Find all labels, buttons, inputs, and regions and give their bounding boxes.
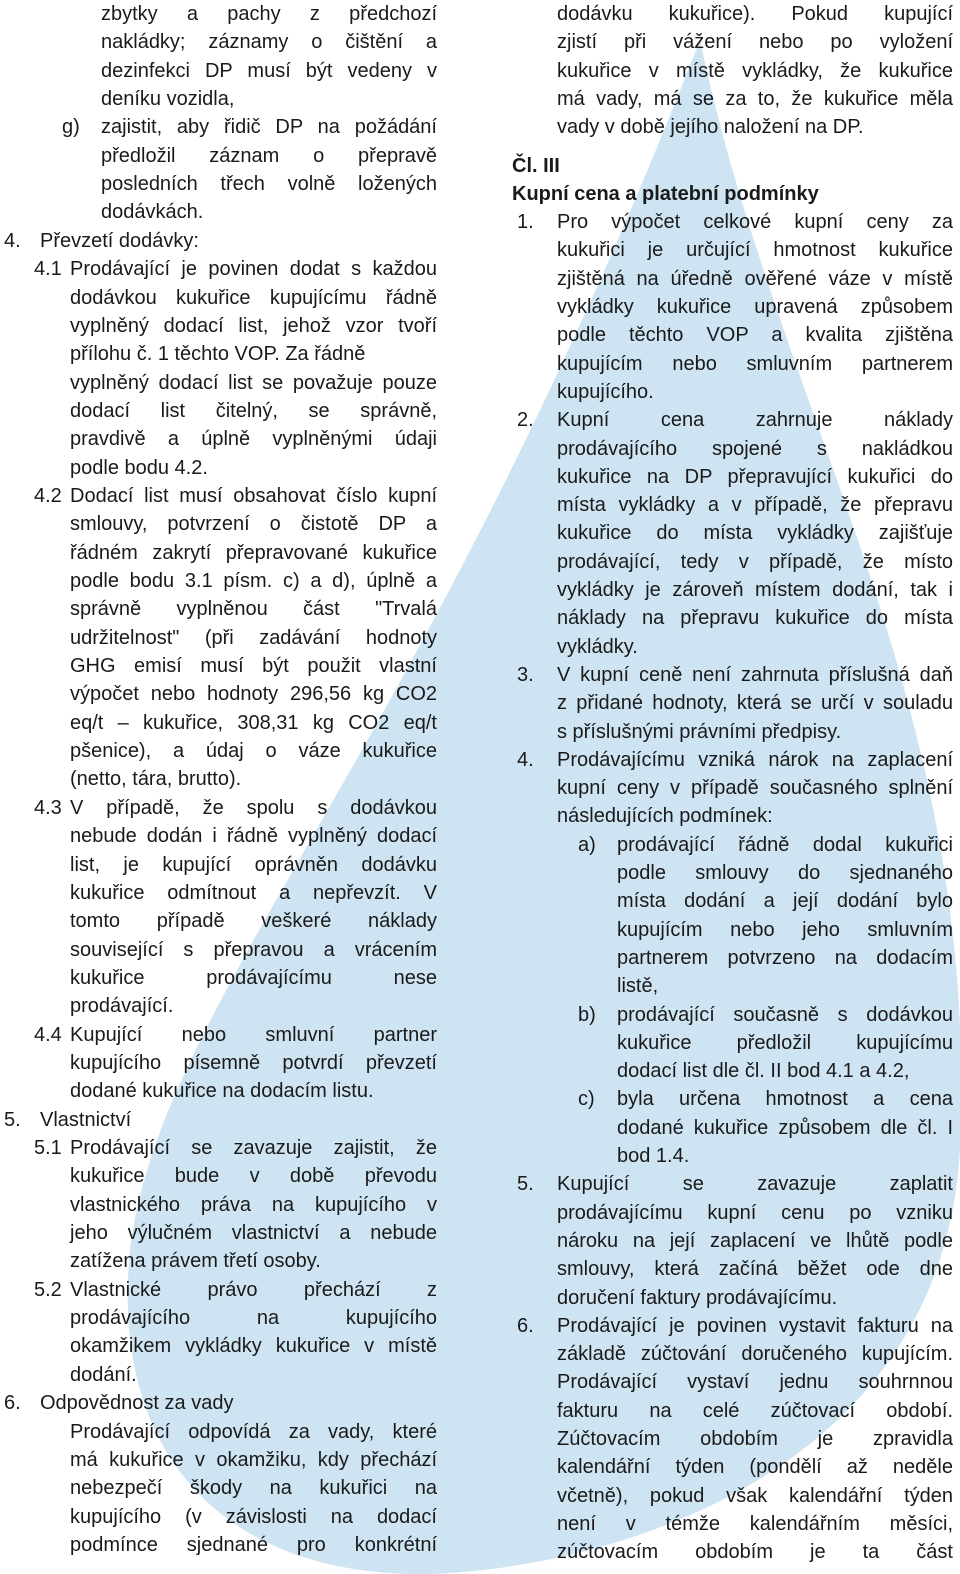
text-line: není v témže kalendářním měsíci, [557,1512,953,1535]
text-line: dodané kukuřice způsobem dle čl. I [617,1116,953,1139]
item-number: a) [578,833,596,856]
item-number: 3. [517,663,534,686]
text-line: dodané kukuřice na dodacím listu. [70,1080,374,1103]
text-line: Kupující nebo smluvní partner [70,1023,437,1046]
text-line: Dodací list musí obsahovat číslo kupní [70,484,437,507]
text-line: kupujícím nebo smluvním partnerem [557,352,953,375]
text-line: prodávající. [70,995,174,1018]
item-number: 1. [517,211,534,234]
text-line: list, je kupující oprávněn dodávku [70,853,437,876]
text-line: Prodávající je povinen vystavit fakturu na [557,1314,953,1337]
text-line: podle těchto VOP a kvalita zjištěna [557,324,953,347]
text-line: eq/t – kukuřice, 308,31 kg CO2 eq/t [70,711,437,734]
text-line: kukuřice do místa vykládky zajišťuje [557,522,953,545]
text-line: kalendářní týden (pondělí až neděle [557,1456,953,1479]
text-line: Prodávající vystaví jednu souhrnnou [557,1371,953,1394]
text-line: prodávajícímu kupní cenu po vzniku [557,1201,953,1224]
text-line: Pro výpočet celkové kupní ceny za [557,211,953,234]
text-line: dodací list dle čl. II bod 4.1 a 4.2, [617,1060,910,1083]
text-line: zúčtovacím obdobím je ta část [557,1541,953,1564]
text-line: podle smlouvy do sjednaného [617,862,953,884]
text-line: prodávajícího spojené s nakládkou [557,437,953,460]
item-number: 6. [517,1314,534,1337]
text-line: dodávku kukuřice). Pokud kupující [557,3,953,25]
text-line: prodávající řádně dodal kukuřici [617,833,953,856]
item-number: 5.2 [34,1278,62,1301]
text-line: následujících podmínek: [557,805,773,828]
text-line: Kupní cena zahrnuje náklady [557,409,953,432]
text-line: prodávajícího na kupujícího [70,1307,437,1330]
text-line: okamžikem vykládky kukuřice v místě [70,1335,437,1358]
text-line: Prodávající odpovídá za vady, které [70,1420,437,1443]
text-line: bod 1.4. [617,1145,690,1167]
text-line: nároku na její zaplacení ve lhůtě podle [557,1229,953,1252]
item-number: 5. [517,1173,534,1196]
text-line: správně vyplněnou část "Trvalá [70,598,437,621]
text-line: posledních třech volně ložených [101,173,437,196]
text-line: s příslušnými právními předpisy. [557,720,842,743]
text-line: (netto, tára, brutto). [70,768,242,791]
text-line: udržitelnost" (při zadávání hodnoty [70,626,437,649]
item-number: b) [578,1003,596,1026]
section-heading: Čl. III [512,154,560,177]
text-line: nakládky; záznamy o čištění a [101,31,437,54]
text-line: V případě, že spolu s dodávkou [70,796,437,819]
text-line: pšenice), a údaj o váze kukuřice [70,740,437,763]
section-heading: Kupní cena a platební podmínky [512,182,819,205]
text-line: zjistí při vážení nebo po vyložení [557,31,953,54]
text-line: kupujícího. [557,380,654,403]
text-line: dodávkou kukuřice kupujícímu řádně [70,286,437,309]
text-line: Prodávajícímu vzniká nárok na zaplacení [557,748,953,771]
text-line: Vlastnictví [40,1108,132,1131]
text-line: kukuřici je určující hmotnost kukuřice [557,239,953,262]
text-line: předložil záznam o přepravě [101,144,437,167]
text-line: prodávající současně s dodávkou [617,1003,953,1026]
text-line: vykládky. [557,635,638,658]
item-number: 4.2 [34,484,62,507]
item-number: 4. [517,748,534,771]
text-line: dezinfekci DP musí být vedeny v [101,59,437,82]
text-line: Prodávající se zavazuje zajistit, že [70,1137,437,1159]
item-number: 4.4 [34,1023,62,1046]
text-line: výpočet nebo hodnoty 296,56 kg CO2 [70,683,437,706]
text-line: pravdivě a úplně vyplněnými údaji [70,428,437,451]
text-line: vyplněný dodací list se považuje pouze [70,371,437,394]
text-line: podle bodu 4.2. [70,456,208,479]
text-line: místa dodání a její dodání bylo [617,890,953,913]
text-line: kupní ceny v případě současného splnění [557,777,953,800]
text-line: nebezpečí škody na kukuřici na [70,1477,437,1500]
text-line: vykládky je zároveň místem dodání, tak i [557,579,953,601]
text-line: podle bodu 3.1 písm. c) a d), úplně a [70,570,437,592]
item-number: 2. [517,409,534,432]
text-line: přílohu č. 1 těchto VOP. Za řádně [70,343,366,366]
text-line: kukuřice na DP přepravující kukuřici do [557,465,953,488]
text-line: kupujícím nebo jeho smluvním [617,918,953,941]
text-line: Odpovědnost za vady [40,1392,234,1415]
item-number: c) [578,1088,595,1111]
text-line: z přidané hodnoty, která se určí v souladu [557,692,953,715]
text-line: Prodávající je povinen dodat s každou [70,258,437,281]
text-line: zajistit, aby řidič DP na požádání [101,116,437,139]
text-line: kukuřice předložil kupujícímu [617,1031,953,1054]
item-number: 4. [4,229,21,252]
item-number: 4.3 [34,796,62,819]
text-line: zbytky a pachy z předchozí [101,3,437,25]
text-line: smlouvy, která začíná běžet ode dne [557,1258,953,1281]
item-number: 5.1 [34,1137,62,1159]
text-line: má kukuřice v okamžiku, kdy přechází [70,1448,437,1471]
text-line: kupujícího písemně potvrdí převzetí [70,1051,437,1074]
text-line: Převzetí dodávky: [40,229,199,252]
item-number: 6. [4,1392,21,1415]
text-line: včetně), pokud však kalendářní týden [557,1484,953,1507]
text-line: kupujícího (v závislosti na dodací [70,1505,437,1528]
text-line: jeho výlučném vlastnictví a nebude [70,1222,437,1245]
text-line: deníku vozidla, [101,88,235,111]
text-line: dodací list čitelný, se správně, [70,399,437,422]
text-line: související s přepravou a vrácením [70,938,437,961]
text-line: vyplněný dodací list, jehož vzor tvoří [70,314,437,337]
text-line: Kupující se zavazuje zaplatit [557,1173,953,1196]
text-line: tomto případě veškeré náklady [70,910,437,933]
text-line: podmínce sjednané pro konkrétní [70,1533,437,1556]
text-line: byla určena hmotnost a cena [617,1088,953,1111]
text-line: kukuřice v místě vykládky, že kukuřice [557,59,953,82]
text-line: smlouvy, potvrzení o čistotě DP a [70,513,437,536]
text-line: má vady, má se za to, že kukuřice měla [557,87,953,110]
text-line: vykládky kukuřice upravená způsobem [557,296,953,318]
text-line: kukuřice bude v době převodu [70,1165,437,1188]
text-line: dodávkách. [101,201,204,224]
item-number: 5. [4,1108,21,1131]
text-line: Vlastnické právo přechází z [70,1278,437,1301]
text-line: listě, [617,975,659,998]
text-line: vady v době jejího naložení na DP. [557,116,864,139]
text-line: zatížena právem třetí osoby. [70,1250,321,1273]
text-line: doručení faktury prodávajícímu. [557,1286,838,1309]
text-line: kukuřice prodávajícímu nese [70,966,437,989]
text-line: fakturu na celé zúčtovací období. [557,1399,953,1422]
text-line: V kupní ceně není zahrnuta příslušná daň [557,663,953,686]
text-line: vlastnického práva na kupujícího v [70,1193,437,1216]
text-line: Zúčtovacím obdobím je zpravidla [557,1428,953,1450]
text-line: místa vykládky a v případě, že přepravu [557,494,953,517]
text-line: náklady na přepravu kukuřice do místa [557,607,953,630]
text-line: nebude dodán i řádně vyplněný dodací [70,825,437,848]
item-number: 4.1 [34,258,62,281]
text-line: kukuřice odmítnout a nepřevzít. V [70,881,437,904]
text-line: prodávající, tedy v případě, že místo [557,550,953,573]
item-number: g) [62,116,80,139]
text-line: GHG emisí musí být použit vlastní [70,655,437,678]
text-line: řádném zakrytí přepravované kukuřice [70,541,437,564]
text-line: dodání. [70,1363,137,1386]
text-line: základě zúčtování doručeného kupujícím. [557,1343,953,1366]
text-line: zjištěná na úředně ověřené váze v místě [557,267,953,290]
text-line: partnerem potvrzeno na dodacím [617,946,953,969]
